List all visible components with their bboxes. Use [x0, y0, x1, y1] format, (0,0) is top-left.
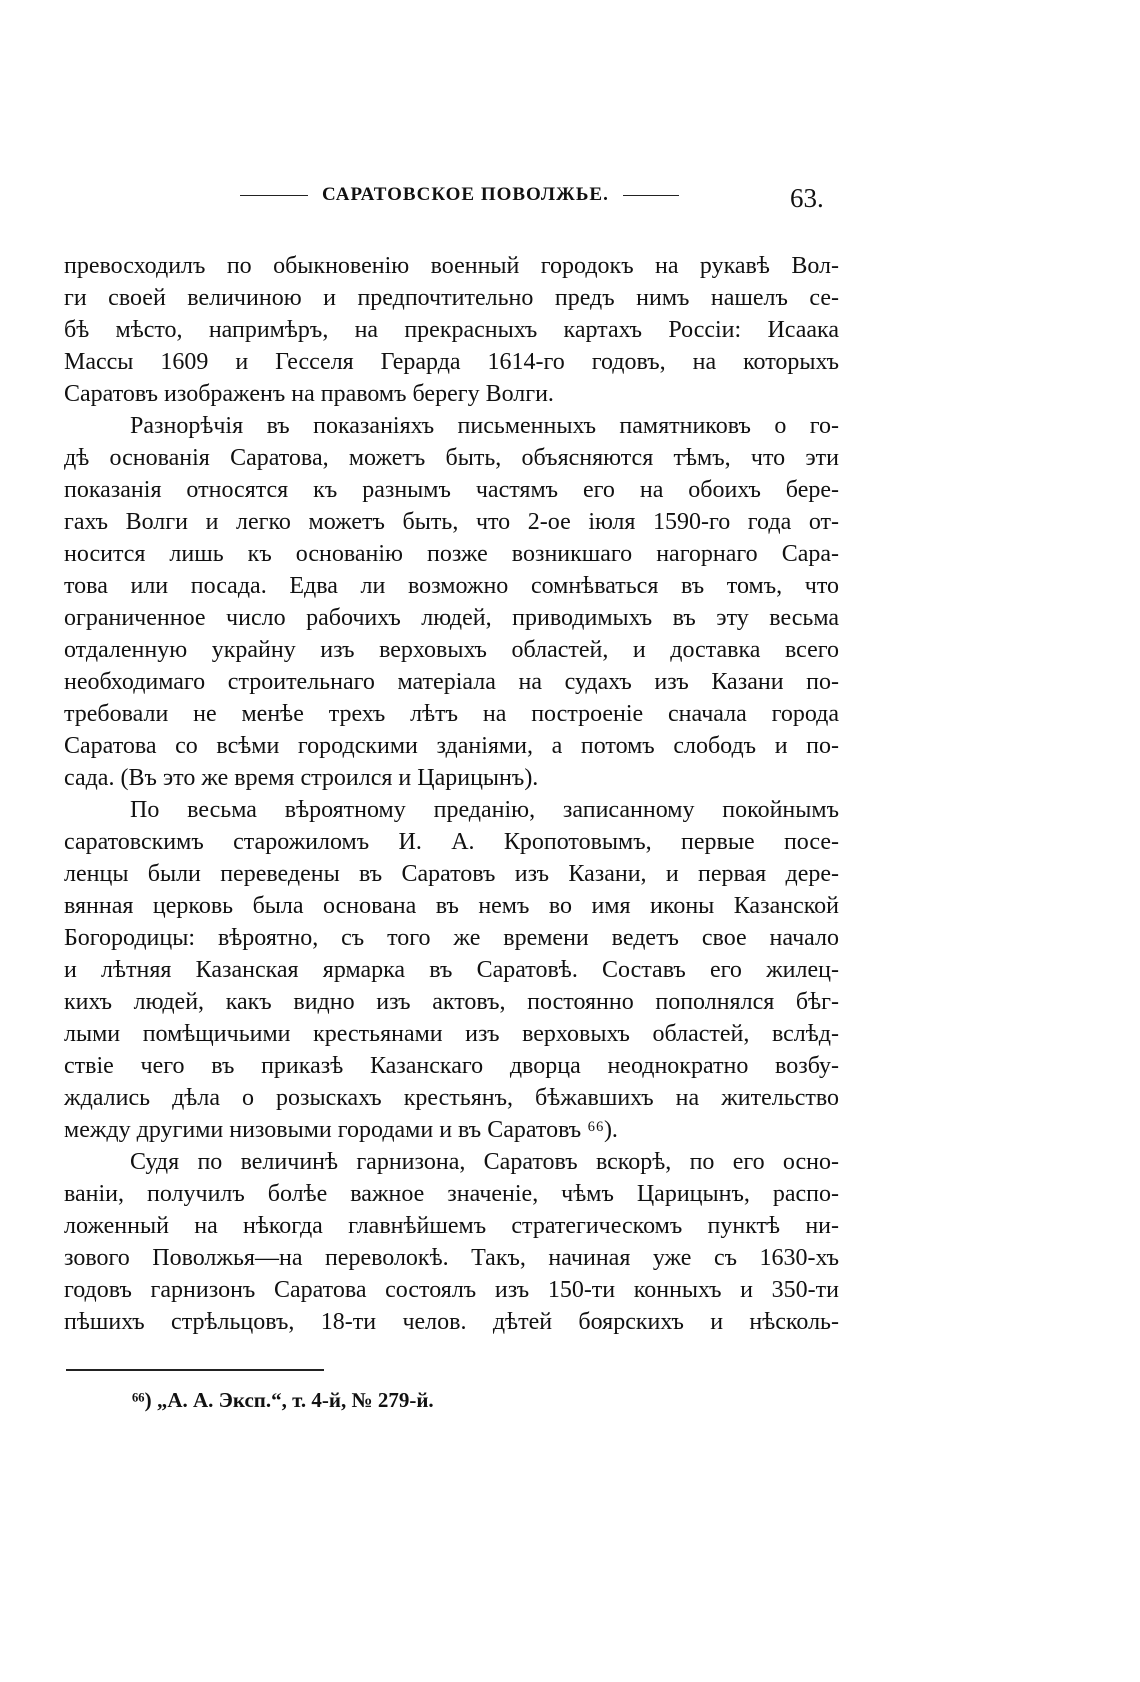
text-line: бѣ мѣсто, напримѣръ, на прекрасныхъ картахъ Россіи: Исаака	[64, 317, 839, 343]
running-head	[240, 183, 840, 206]
page-number: 63.	[790, 183, 824, 213]
text-line: ограниченное число рабочихъ людей, приводимыхъ въ эту весьма	[64, 605, 839, 631]
paragraph-start: По весьма вѣроятному преданію, записанному покойнымъ	[130, 797, 839, 823]
text-line: кихъ людей, какъ видно изъ актовъ, постоянно пополнялся бѣг-	[64, 989, 839, 1015]
footnote: ⁶⁶) „А. А. Эксп.“, т. 4-й, № 279-й.	[132, 1388, 434, 1412]
text-line: между другими низовыми городами и въ Саратовъ ⁶⁶).	[64, 1117, 618, 1143]
text-line: ваніи, получилъ болѣе важное значеніе, чѣмъ Царицынъ, распо-	[64, 1181, 839, 1207]
footnote-rule	[66, 1369, 324, 1371]
body-text	[64, 250, 839, 1338]
text-line: ги своей величиною и предпочтительно предъ нимъ нашелъ се-	[64, 285, 839, 311]
text-line: ложенный на нѣкогда главнѣйшемъ стратегическомъ пунктѣ ни-	[64, 1213, 839, 1239]
text-line: саратовскимъ старожиломъ И. А. Кропотовымъ, первые посе-	[64, 829, 839, 855]
text-line: сада. (Въ это же время строился и Царицынъ).	[64, 765, 539, 791]
text-line: ждались дѣла о розыскахъ крестьянъ, бѣжавшихъ на жительство	[64, 1085, 839, 1111]
text-line: пѣшихъ стрѣльцовъ, 18-ти челов. дѣтей боярскихъ и нѣсколь-	[64, 1309, 839, 1335]
text-line: Массы 1609 и Гесселя Герарда 1614-го годовъ, на которыхъ	[64, 349, 839, 375]
text-line: гахъ Волги и легко можетъ быть, что 2-ое іюля 1590-го года от-	[64, 509, 839, 535]
text-line: отдаленную украйну изъ верховыхъ областей, и доставка всего	[64, 637, 839, 663]
text-line: това или посада. Едва ли возможно сомнѣваться въ томъ, что	[64, 573, 839, 599]
text-line: показанія относятся къ разнымъ частямъ его на обоихъ бере-	[64, 477, 839, 503]
text-line: ленцы были переведены въ Саратовъ изъ Казани, и первая дере-	[64, 861, 839, 887]
text-line: Саратова со всѣми городскими зданіями, а потомъ слободъ и по-	[64, 733, 839, 759]
text-line: Саратовъ изображенъ на правомъ берегу Волги.	[64, 381, 554, 407]
text-line: и лѣтняя Казанская ярмарка въ Саратовѣ. Составъ его жилец-	[64, 957, 839, 983]
running-title: САРАТОВСКОЕ ПОВОЛЖЬЕ.	[322, 184, 609, 205]
text-line: ствіе чего въ приказѣ Казанскаго дворца неоднократно возбу-	[64, 1053, 839, 1079]
text-line: лыми помѣщичьими крестьянами изъ верховыхъ областей, вслѣд-	[64, 1021, 839, 1047]
text-line: зового Поволжья—на переволокѣ. Такъ, начиная уже съ 1630-хъ	[64, 1245, 839, 1271]
text-line: требовали не менѣе трехъ лѣтъ на построеніе сначала города	[64, 701, 839, 727]
paragraph-start: Разнорѣчія въ показаніяхъ письменныхъ памятниковъ о го-	[130, 413, 839, 439]
text-line: годовъ гарнизонъ Саратова состоялъ изъ 150-ти конныхъ и 350-ти	[64, 1277, 839, 1303]
text-line: превосходилъ по обыкновенію военный городокъ на рукавѣ Вол-	[64, 253, 839, 279]
text-line: Богородицы: вѣроятно, съ того же времени ведетъ свое начало	[64, 925, 839, 951]
paragraph-start: Судя по величинѣ гарнизона, Саратовъ вскорѣ, по его осно-	[130, 1149, 839, 1175]
header-rule-left	[240, 195, 308, 196]
text-line: носится лишь къ основанію позже возникшаго нагорнаго Сара-	[64, 541, 839, 567]
text-line: вянная церковь была основана въ немъ во имя иконы Казанской	[64, 893, 839, 919]
text-line: дѣ основанія Саратова, можетъ быть, объясняются тѣмъ, что эти	[64, 445, 839, 471]
header-rule-right	[623, 195, 679, 196]
text-line: необходимаго строительнаго матеріала на судахъ изъ Казани по-	[64, 669, 839, 695]
